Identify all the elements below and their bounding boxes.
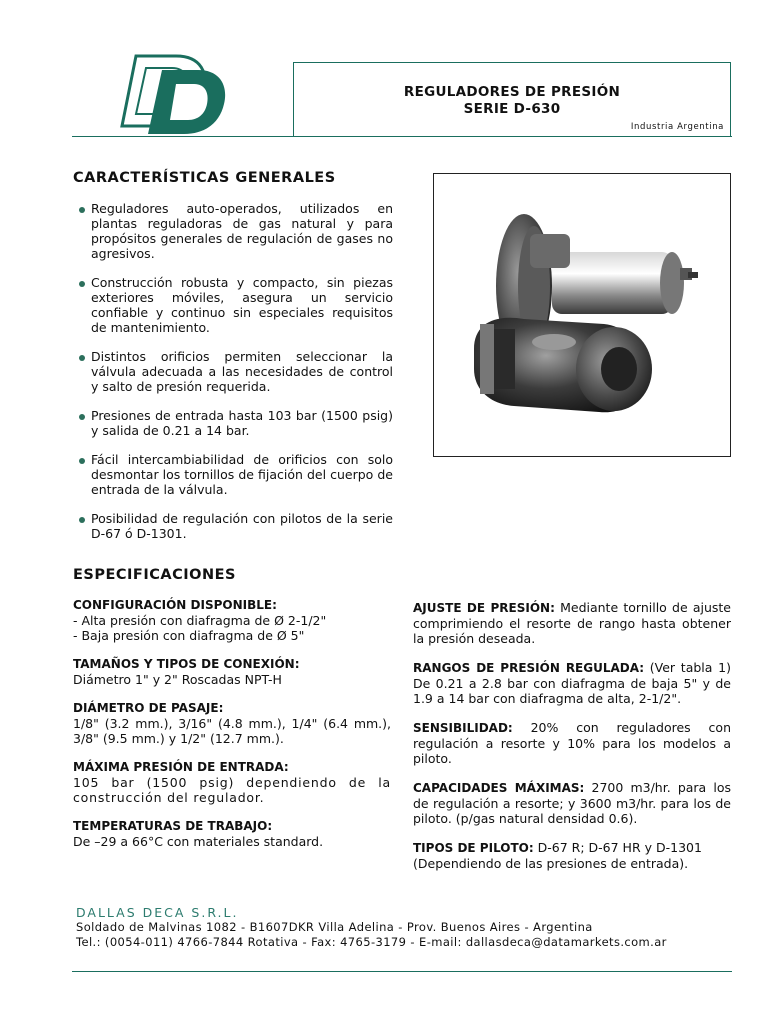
- series-title: SERIE D-630: [463, 101, 561, 117]
- list-item: Presiones de entrada hasta 103 bar (1500 psig) y salida de 0.21 a 14 bar.: [73, 408, 393, 438]
- bullet-icon: [79, 281, 85, 287]
- features-list: [73, 201, 393, 555]
- bullet-icon: [79, 517, 85, 523]
- ranges-block: [413, 660, 731, 706]
- general-heading: CARACTERÍSTICAS GENERALES: [73, 170, 336, 186]
- specs-right-column: [413, 600, 731, 885]
- pilot-label: TIPOS DE PILOTO:: [413, 841, 534, 855]
- ranges-label: RANGOS DE PRESIÓN REGULADA:: [413, 661, 645, 675]
- sizes-block: [73, 657, 391, 687]
- temperature-label: TEMPERATURAS DE TRABAJO:: [73, 819, 273, 833]
- max-inlet-label: MÁXIMA PRESIÓN DE ENTRADA:: [73, 760, 289, 774]
- address-line: Soldado de Malvinas 1082 - B1607DKR Villa Adelina - Prov. Buenos Aires - Argentina: [76, 920, 593, 934]
- capacity-text: 2700 m3/hr. para los de regulación a resorte; y 3600 m3/hr. para los de piloto. (p/gas natural densidad 0.6).: [413, 780, 731, 826]
- company-logo: [118, 52, 228, 136]
- list-item: Posibilidad de regulación con pilotos de la serie D-67 ó D-1301.: [73, 511, 393, 541]
- sensitivity-text: 20% con reguladores con regulación a resorte y 10% para los modelos a piloto.: [413, 720, 731, 766]
- sizes-text: Diámetro 1" y 2" Roscadas NPT-H: [73, 672, 282, 687]
- header-divider: [72, 136, 732, 137]
- bullet-icon: [79, 414, 85, 420]
- bore-label: DIÁMETRO DE PASAJE:: [73, 701, 224, 715]
- document-title: REGULADORES DE PRESIÓN: [403, 84, 621, 100]
- pilot-block: [413, 840, 731, 871]
- adjust-block: [413, 600, 731, 646]
- footer-divider: [72, 971, 732, 972]
- list-item: Reguladores auto-operados, utilizados en plantas reguladoras de gas natural y para propósitos generales de regulación de gases no agresivos.: [73, 201, 393, 261]
- max-inlet-block: [73, 760, 391, 805]
- sensitivity-label: SENSIBILIDAD:: [413, 721, 513, 735]
- company-name: DALLAS DECA S.R.L.: [76, 905, 239, 920]
- bullet-icon: [79, 355, 85, 361]
- config-item-low: - Baja presión con diafragma de Ø 5": [73, 628, 305, 643]
- config-block: [73, 598, 391, 643]
- config-label: CONFIGURACIÓN DISPONIBLE:: [73, 598, 277, 612]
- capacity-block: [413, 780, 731, 826]
- contact-line: Tel.: (0054-011) 4766-7844 Rotativa - Fax: 4765-3179 - E-mail: dallasdeca@datamarkets.com.ar: [76, 935, 667, 949]
- bullet-icon: [79, 207, 85, 213]
- list-item: Construcción robusta y compacto, sin piezas exteriores móviles, asegura un servicio confiable y continuo sin especiales requisitos de mantenimiento.: [73, 275, 393, 335]
- contact-info: [76, 920, 667, 950]
- sensitivity-block: [413, 720, 731, 766]
- adjust-text: Mediante tornillo de ajuste comprimiendo el resorte de rango hasta obtener la presión deseada.: [413, 600, 731, 646]
- temperature-block: [73, 819, 391, 849]
- bore-block: [73, 701, 391, 746]
- product-photo: [433, 173, 731, 457]
- config-item-high: - Alta presión con diafragma de Ø 2-1/2": [73, 613, 327, 628]
- list-item: Fácil intercambiabilidad de orificios con solo desmontar los tornillos de fijación del cuerpo de entrada de la válvula.: [73, 452, 393, 497]
- specs-heading: ESPECIFICACIONES: [73, 567, 236, 583]
- pilot-text: D-67 R; D-67 HR y D-1301 (Dependiendo de las presiones de entrada).: [413, 840, 702, 871]
- max-inlet-text: 105 bar (1500 psig) dependiendo de la construcción del regulador.: [73, 775, 391, 805]
- ranges-text: (Ver tabla 1) De 0.21 a 2.8 bar con diafragma de baja 5" y de 1.9 a 14 bar con diafragma de alta, 2-1/2".: [413, 660, 731, 706]
- capacity-label: CAPACIDADES MÁXIMAS:: [413, 781, 585, 795]
- specs-left-column: [73, 598, 391, 863]
- title-box: [293, 62, 731, 136]
- list-item: Distintos orificios permiten seleccionar la válvula adecuada a las necesidades de control y salto de presión requerida.: [73, 349, 393, 394]
- temperature-text: De –29 a 66°C con materiales standard.: [73, 834, 324, 849]
- adjust-label: AJUSTE DE PRESIÓN:: [413, 601, 555, 615]
- origin-label: Industria Argentina: [630, 122, 724, 132]
- sizes-label: TAMAÑOS Y TIPOS DE CONEXIÓN:: [73, 657, 300, 671]
- bore-text: 1/8" (3.2 mm.), 3/16" (4.8 mm.), 1/4" (6.4 mm.), 3/8" (9.5 mm.) y 1/2" (12.7 mm.).: [73, 716, 391, 746]
- bullet-icon: [79, 458, 85, 464]
